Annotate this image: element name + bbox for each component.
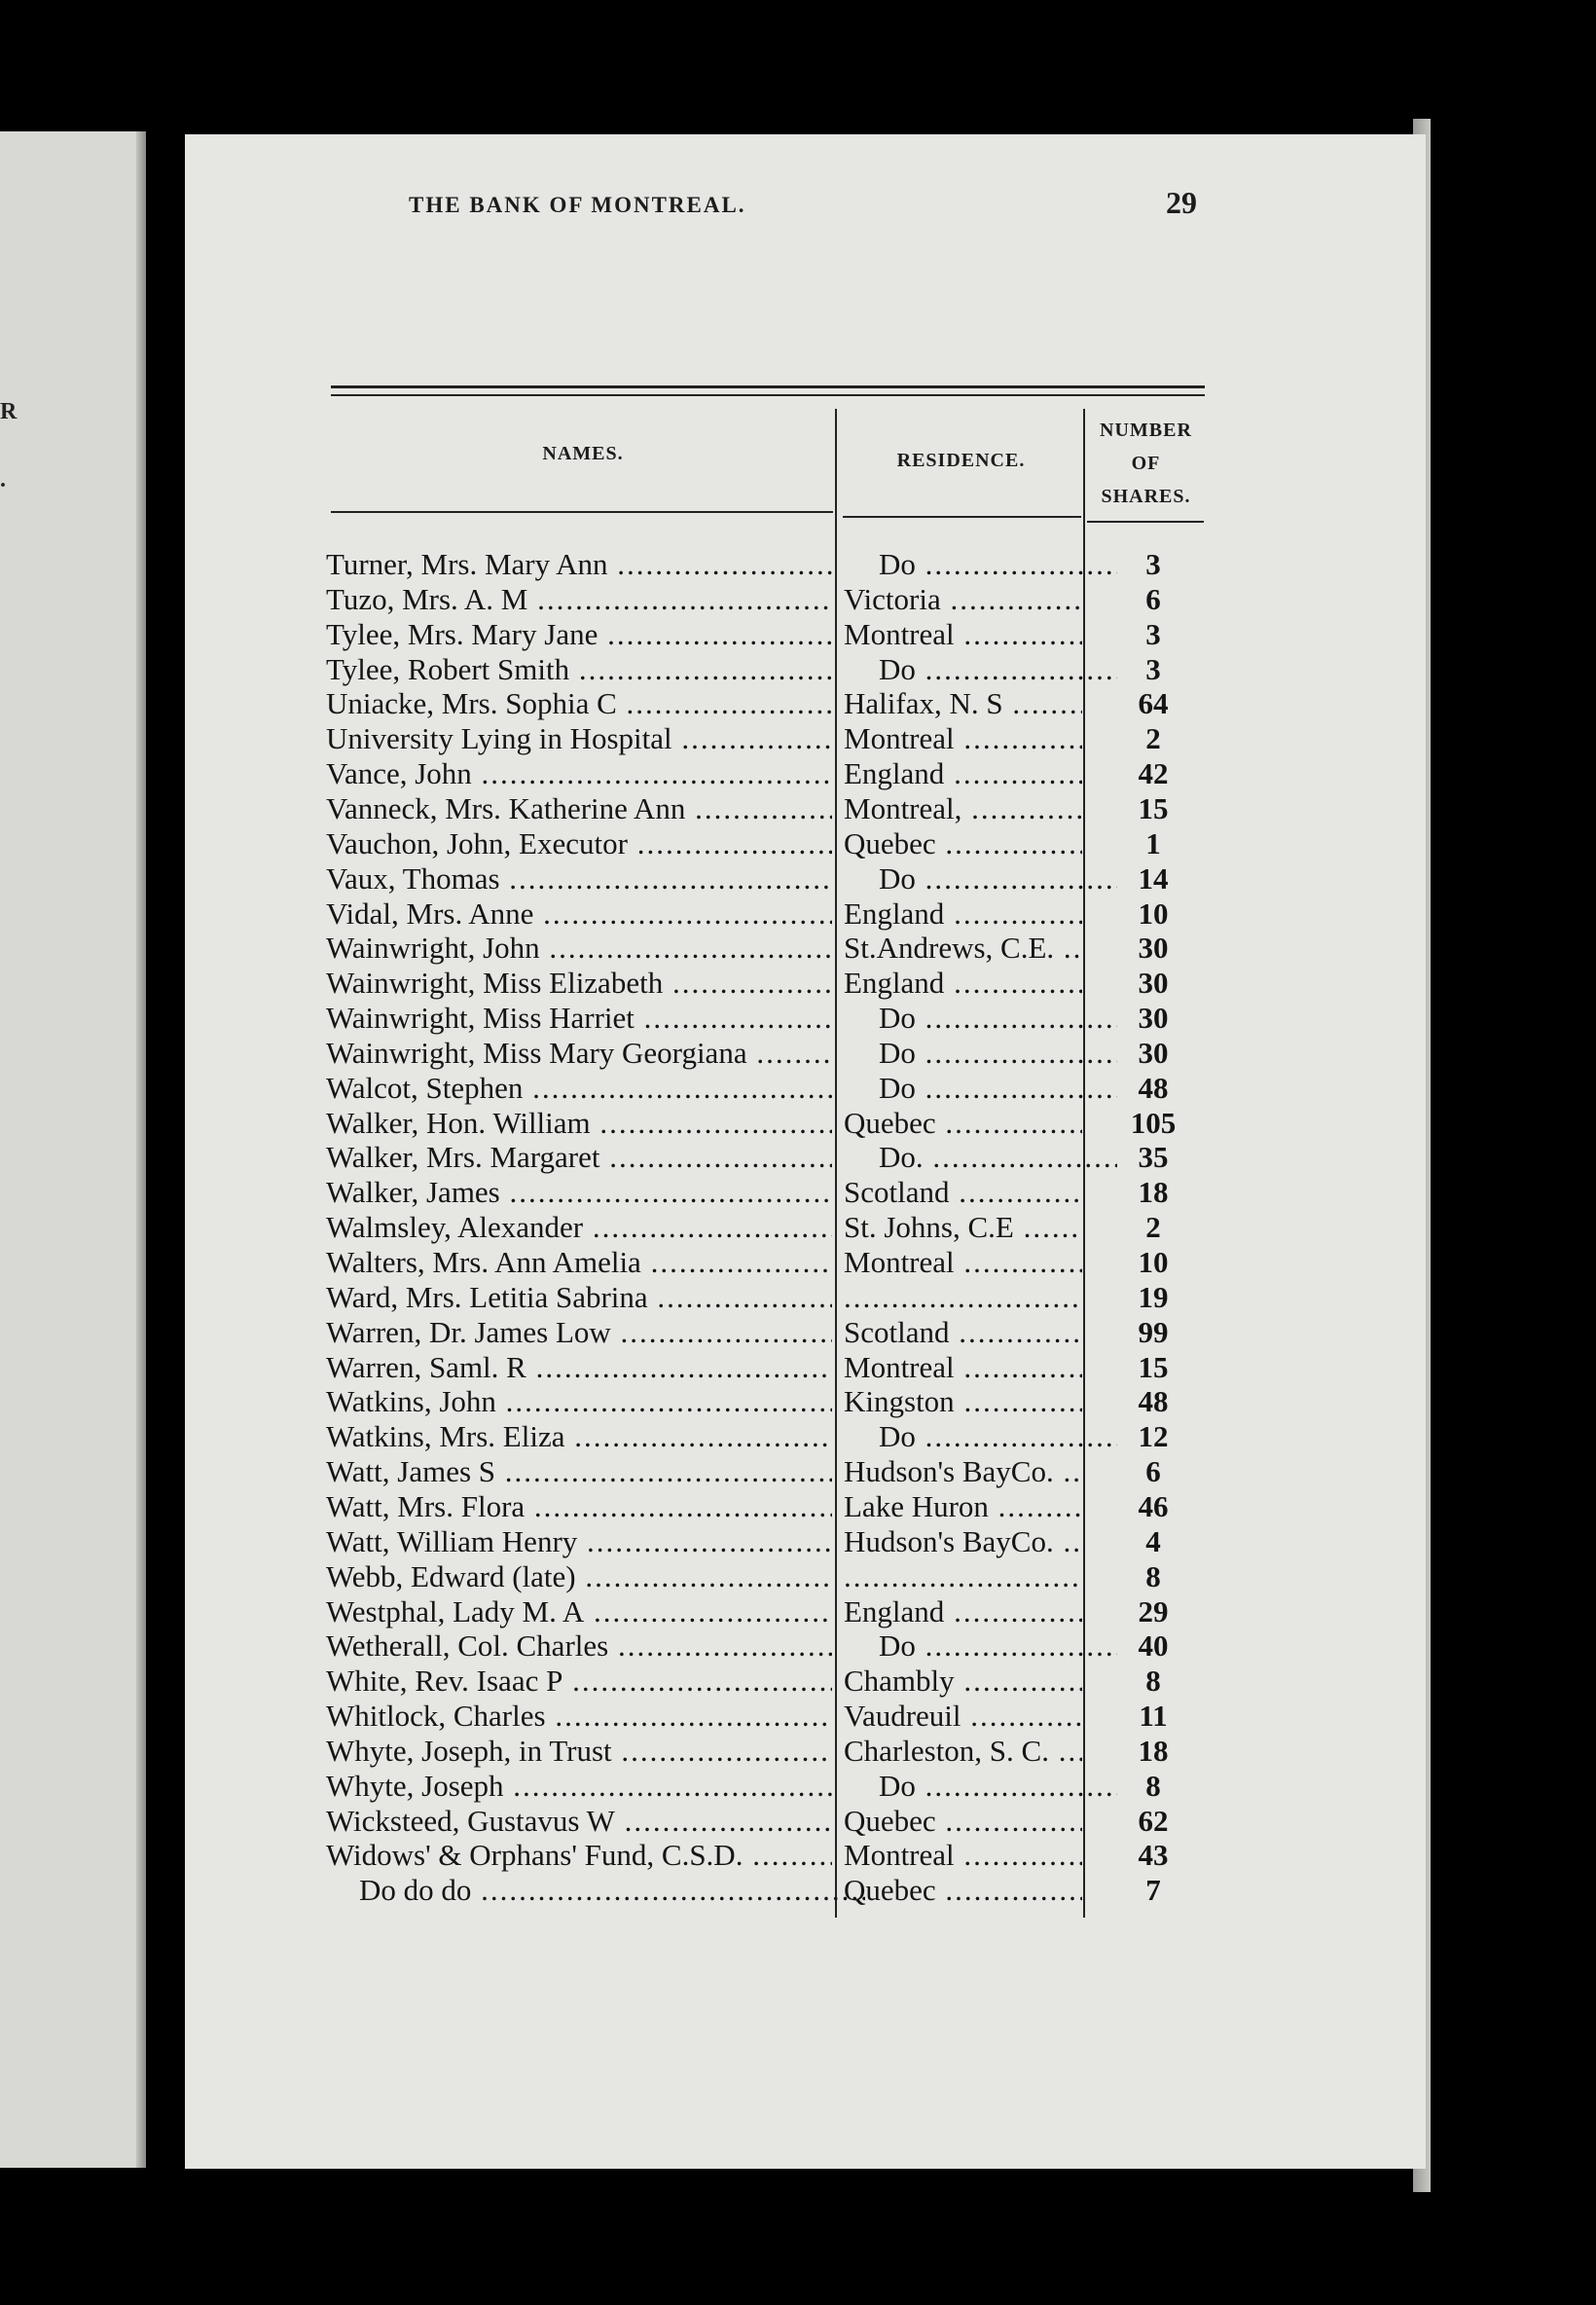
table-row	[0, 1350, 1596, 1385]
shareholder-residence: Vaudreuil .....	[844, 1699, 1082, 1734]
number-of-shares: 8	[1145, 1559, 1161, 1593]
shares-header-line: SHARES.	[1101, 486, 1191, 507]
number-of-shares: 3	[1145, 652, 1161, 686]
shareholder-residence: Quebec .....	[844, 1873, 1082, 1908]
shares-header-line: NUMBER	[1100, 420, 1192, 441]
number-of-shares: 64	[1138, 686, 1169, 720]
shareholder-residence: Do .....	[844, 1036, 1117, 1071]
shareholder-residence: Montreal .....	[844, 1838, 1082, 1873]
shareholder-name: Whitlock, Charles .....	[326, 1699, 832, 1734]
number-of-shares: 3	[1145, 617, 1161, 651]
table-row	[0, 1106, 1596, 1141]
number-of-shares: 19	[1138, 1280, 1169, 1314]
shareholder-residence: Hudson's BayCo. .....	[844, 1454, 1082, 1489]
shareholder-name: Watt, James S .....	[326, 1454, 832, 1489]
running-header-title: THE BANK OF MONTREAL.	[409, 193, 746, 217]
shareholder-name: Vidal, Mrs. Anne .....	[326, 896, 832, 932]
shareholder-residence: Montreal .....	[844, 1350, 1082, 1385]
number-of-shares: 6	[1145, 1454, 1161, 1488]
shareholder-residence: St.Andrews, C.E. .....	[844, 931, 1082, 966]
shareholder-residence: St. Johns, C.E .....	[844, 1210, 1082, 1245]
shareholder-name: Tylee, Robert Smith .....	[326, 652, 832, 687]
shareholder-name: Walker, Hon. William .....	[326, 1106, 832, 1141]
shareholder-residence: Chambly .....	[844, 1664, 1082, 1699]
number-of-shares: 99	[1138, 1315, 1169, 1349]
shareholder-residence: Do .....	[844, 1628, 1117, 1664]
number-of-shares: 6	[1145, 582, 1161, 616]
table-row	[0, 1140, 1596, 1175]
shareholder-name: Walker, Mrs. Margaret .....	[326, 1140, 832, 1175]
header-double-rule-top	[331, 385, 1205, 388]
shareholder-residence	[844, 1559, 1082, 1594]
shareholder-name: Vanneck, Mrs. Katherine Ann .....	[326, 791, 832, 826]
shareholder-residence: Montreal .....	[844, 1245, 1082, 1280]
shareholder-name: Watt, Mrs. Flora .....	[326, 1489, 832, 1524]
number-of-shares: 43	[1138, 1838, 1169, 1872]
number-of-shares: 29	[1138, 1594, 1169, 1628]
number-of-shares: 2	[1145, 1210, 1161, 1244]
shareholder-name: Tylee, Mrs. Mary Jane .....	[326, 617, 832, 652]
number-of-shares: 48	[1138, 1384, 1169, 1418]
number-of-shares: 10	[1138, 896, 1169, 931]
shareholder-name: Walker, James .....	[326, 1175, 832, 1210]
shareholder-residence: Quebec .....	[844, 1106, 1082, 1141]
table-row	[0, 1175, 1596, 1210]
number-of-shares: 30	[1138, 1036, 1169, 1070]
shareholder-residence: Do .....	[844, 1769, 1117, 1804]
shareholder-residence: Do .....	[844, 1071, 1117, 1106]
page-number: 29	[1166, 185, 1197, 220]
table-row	[0, 617, 1596, 652]
shareholder-name: Watkins, John .....	[326, 1384, 832, 1419]
number-of-shares: 1	[1145, 826, 1161, 860]
table-row	[0, 1419, 1596, 1454]
number-of-shares: 4	[1145, 1524, 1161, 1558]
number-of-shares: 15	[1138, 791, 1169, 825]
shareholder-name: Ward, Mrs. Letitia Sabrina .....	[326, 1280, 832, 1315]
shareholder-name: Vance, John .....	[326, 756, 832, 791]
shareholder-residence: England .....	[844, 756, 1082, 791]
shareholder-residence: Charleston, S. C. .....	[844, 1734, 1082, 1769]
table-row	[0, 756, 1596, 791]
table-row	[0, 1001, 1596, 1036]
shareholder-name: Watt, William Henry .....	[326, 1524, 832, 1559]
table-row	[0, 1280, 1596, 1315]
table-row	[0, 1071, 1596, 1106]
shareholder-residence: Quebec .....	[844, 826, 1082, 861]
table-row	[0, 966, 1596, 1001]
shareholder-residence: England .....	[844, 966, 1082, 1001]
shareholder-residence: Do .....	[844, 652, 1117, 687]
table-row	[0, 686, 1596, 721]
table-row	[0, 1315, 1596, 1350]
shareholder-name: Whyte, Joseph .....	[326, 1769, 832, 1804]
number-of-shares: 30	[1138, 1001, 1169, 1035]
shareholder-name: White, Rev. Isaac P .....	[326, 1664, 832, 1699]
shareholder-residence: Hudson's BayCo. .....	[844, 1524, 1082, 1559]
table-row	[0, 1664, 1596, 1699]
number-of-shares: 46	[1138, 1489, 1169, 1523]
number-of-shares: 105	[1130, 1106, 1177, 1140]
left-page-edge-mark: .	[0, 467, 6, 493]
table-row	[0, 1524, 1596, 1559]
table-row	[0, 1454, 1596, 1489]
shareholder-name: Walcot, Stephen .....	[326, 1071, 832, 1106]
shareholder-residence: Lake Huron .....	[844, 1489, 1082, 1524]
table-row	[0, 721, 1596, 756]
table-row	[0, 1628, 1596, 1664]
shareholder-name: Webb, Edward (late) .....	[326, 1559, 832, 1594]
left-page-edge-mark: R	[0, 399, 18, 424]
table-row	[0, 1036, 1596, 1071]
shareholder-name: Wainwright, Miss Harriet .....	[326, 1001, 832, 1036]
residence-header-underline	[843, 516, 1081, 518]
shareholder-name: Turner, Mrs. Mary Ann .....	[326, 547, 832, 582]
number-of-shares: 35	[1138, 1140, 1169, 1174]
shareholder-name: Wetherall, Col. Charles .....	[326, 1628, 832, 1664]
shareholder-name: Walters, Mrs. Ann Amelia .....	[326, 1245, 832, 1280]
number-of-shares: 15	[1138, 1350, 1169, 1384]
table-row	[0, 1804, 1596, 1839]
shareholder-residence: Quebec .....	[844, 1804, 1082, 1839]
shareholder-residence: Do .....	[844, 861, 1117, 896]
number-of-shares: 18	[1138, 1734, 1169, 1768]
table-row	[0, 1769, 1596, 1804]
number-of-shares: 7	[1145, 1873, 1161, 1907]
shareholder-residence: Scotland .....	[844, 1175, 1082, 1210]
shareholder-residence: Do .....	[844, 1419, 1117, 1454]
shareholder-name: Wainwright, Miss Elizabeth .....	[326, 966, 832, 1001]
number-of-shares: 62	[1138, 1804, 1169, 1838]
shareholder-residence: England .....	[844, 1594, 1082, 1629]
number-of-shares: 18	[1138, 1175, 1169, 1209]
shareholder-name: Watkins, Mrs. Eliza .....	[326, 1419, 832, 1454]
number-of-shares: 3	[1145, 547, 1161, 581]
names-column-header: NAMES.	[542, 443, 624, 464]
shareholder-name: Wainwright, John .....	[326, 931, 832, 966]
shares-header-line: OF	[1131, 453, 1161, 474]
table-row	[0, 1210, 1596, 1245]
shareholder-name: Whyte, Joseph, in Trust .....	[326, 1734, 832, 1769]
shareholder-name: University Lying in Hospital .....	[326, 721, 832, 756]
table-row	[0, 1734, 1596, 1769]
shareholder-name: Walmsley, Alexander .....	[326, 1210, 832, 1245]
shareholder-residence: Do .....	[844, 1001, 1117, 1036]
table-row	[0, 1873, 1596, 1908]
number-of-shares: 8	[1145, 1664, 1161, 1698]
table-row	[0, 652, 1596, 687]
shareholder-residence: Montreal .....	[844, 617, 1082, 652]
number-of-shares: 8	[1145, 1769, 1161, 1803]
number-of-shares: 48	[1138, 1071, 1169, 1105]
header-double-rule-bottom	[331, 394, 1205, 396]
residence-column-header: RESIDENCE.	[896, 450, 1026, 471]
number-of-shares: 10	[1138, 1245, 1169, 1279]
table-row	[0, 1559, 1596, 1594]
number-of-shares: 30	[1138, 966, 1169, 1000]
table-row	[0, 826, 1596, 861]
table-row	[0, 547, 1596, 582]
shareholder-residence: Do .....	[844, 547, 1117, 582]
number-of-shares: 30	[1138, 931, 1169, 965]
shareholder-residence: Halifax, N. S .....	[844, 686, 1082, 721]
shareholder-name: Wicksteed, Gustavus W .....	[326, 1804, 832, 1839]
shares-column-header	[1085, 414, 1207, 513]
number-of-shares: 11	[1139, 1699, 1168, 1733]
names-header-underline	[331, 511, 833, 513]
shareholder-residence: Scotland .....	[844, 1315, 1082, 1350]
table-row	[0, 861, 1596, 896]
number-of-shares: 2	[1145, 721, 1161, 755]
shareholder-residence: Montreal .....	[844, 721, 1082, 756]
table-row	[0, 791, 1596, 826]
shareholder-name: Vauchon, John, Executor .....	[326, 826, 832, 861]
shareholder-name: Vaux, Thomas .....	[326, 861, 832, 896]
shareholder-residence: Do. .....	[844, 1140, 1117, 1175]
shareholder-residence: Montreal, .....	[844, 791, 1082, 826]
table-row	[0, 1245, 1596, 1280]
table-row	[0, 1838, 1596, 1873]
shareholder-residence: Kingston .....	[844, 1384, 1082, 1419]
table-row	[0, 1384, 1596, 1419]
number-of-shares: 40	[1138, 1628, 1169, 1663]
table-row	[0, 896, 1596, 932]
shareholder-residence: Victoria .....	[844, 582, 1082, 617]
shares-header-underline	[1087, 521, 1204, 523]
shareholder-name: Do do do .....	[326, 1873, 865, 1908]
shareholder-residence	[844, 1280, 1082, 1315]
table-row	[0, 931, 1596, 966]
number-of-shares: 12	[1138, 1419, 1169, 1453]
shareholder-name: Warren, Saml. R .....	[326, 1350, 832, 1385]
table-row	[0, 1699, 1596, 1734]
shareholder-residence: England .....	[844, 896, 1082, 932]
number-of-shares: 14	[1138, 861, 1169, 896]
shareholder-name: Uniacke, Mrs. Sophia C .....	[326, 686, 832, 721]
shareholder-name: Wainwright, Miss Mary Georgiana .....	[326, 1036, 832, 1071]
table-row	[0, 1489, 1596, 1524]
shareholder-name: Widows' & Orphans' Fund, C.S.D. .....	[326, 1838, 832, 1873]
number-of-shares: 42	[1138, 756, 1169, 790]
shareholder-name: Westphal, Lady M. A .....	[326, 1594, 832, 1629]
table-row	[0, 582, 1596, 617]
shareholder-name: Tuzo, Mrs. A. M .....	[326, 582, 832, 617]
shareholder-name: Warren, Dr. James Low .....	[326, 1315, 832, 1350]
table-row	[0, 1594, 1596, 1629]
